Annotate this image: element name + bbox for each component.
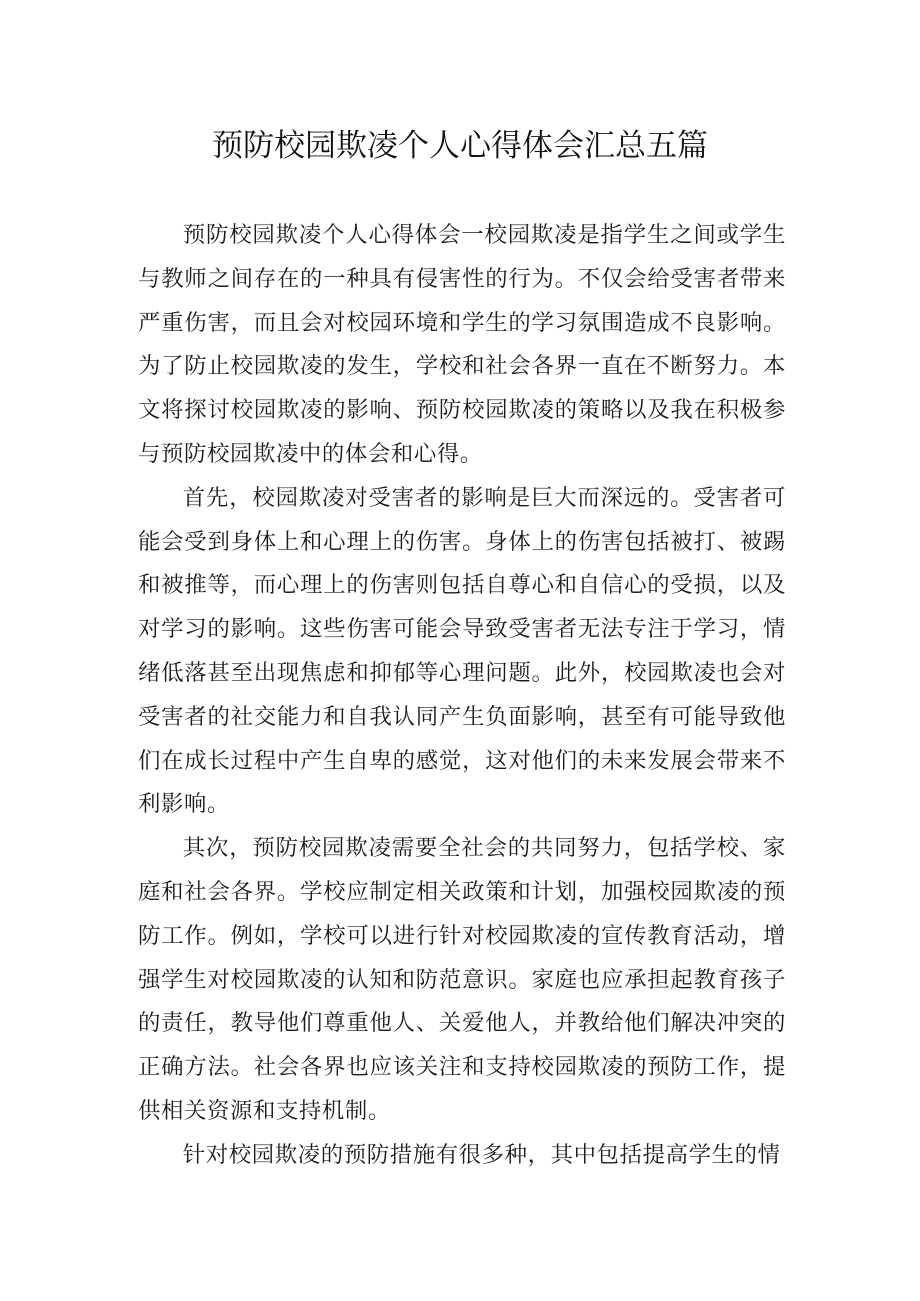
document-body <box>138 214 786 1178</box>
paragraph-2: 首先，校园欺凌对受害者的影响是巨大而深远的。受害者可能会受到身体上和心理上的伤害。身体上的伤害包括被打、被踢和被推等，而心理上的伤害则包括自尊心和自信心的受损，以及对学习的影响。这些伤害可能会导致受害者无法专注于学习，情绪低落甚至出现焦虑和抑郁等心理问题。此外，校园欺凌也会对受害者的社交能力和自我认同产生负面影响，甚至有可能导致他们在成长过程中产生自卑的感觉，这对他们的未来发展会带来不利影响。 <box>138 484 786 818</box>
document-title: 预防校园欺凌个人心得体会汇总五篇 <box>212 128 708 164</box>
paragraph-1: 预防校园欺凌个人心得体会一校园欺凌是指学生之间或学生与教师之间存在的一种具有侵害性的行为。不仅会给受害者带来严重伤害，而且会对校园环境和学生的学习氛围造成不良影响。为了防止校园欺凌的发生，学校和社会各界一直在不断努力。本文将探讨校园欺凌的影响、预防校园欺凌的策略以及我在积极参与预防校园欺凌中的体会和心得。 <box>138 222 786 467</box>
paragraph-3: 其次，预防校园欺凌需要全社会的共同努力，包括学校、家庭和社会各界。学校应制定相关政策和计划，加强校园欺凌的预防工作。例如，学校可以进行针对校园欺凌的宣传教育活动，增强学生对校园欺凌的认知和防范意识。家庭也应承担起教育孩子的责任，教导他们尊重他人、关爱他人，并教给他们解决冲突的正确方法。社会各界也应该关注和支持校园欺凌的预防工作，提供相关资源和支持机制。 <box>138 835 786 1124</box>
paragraph-4: 针对校园欺凌的预防措施有很多种，其中包括提高学生的情 <box>182 1141 781 1168</box>
